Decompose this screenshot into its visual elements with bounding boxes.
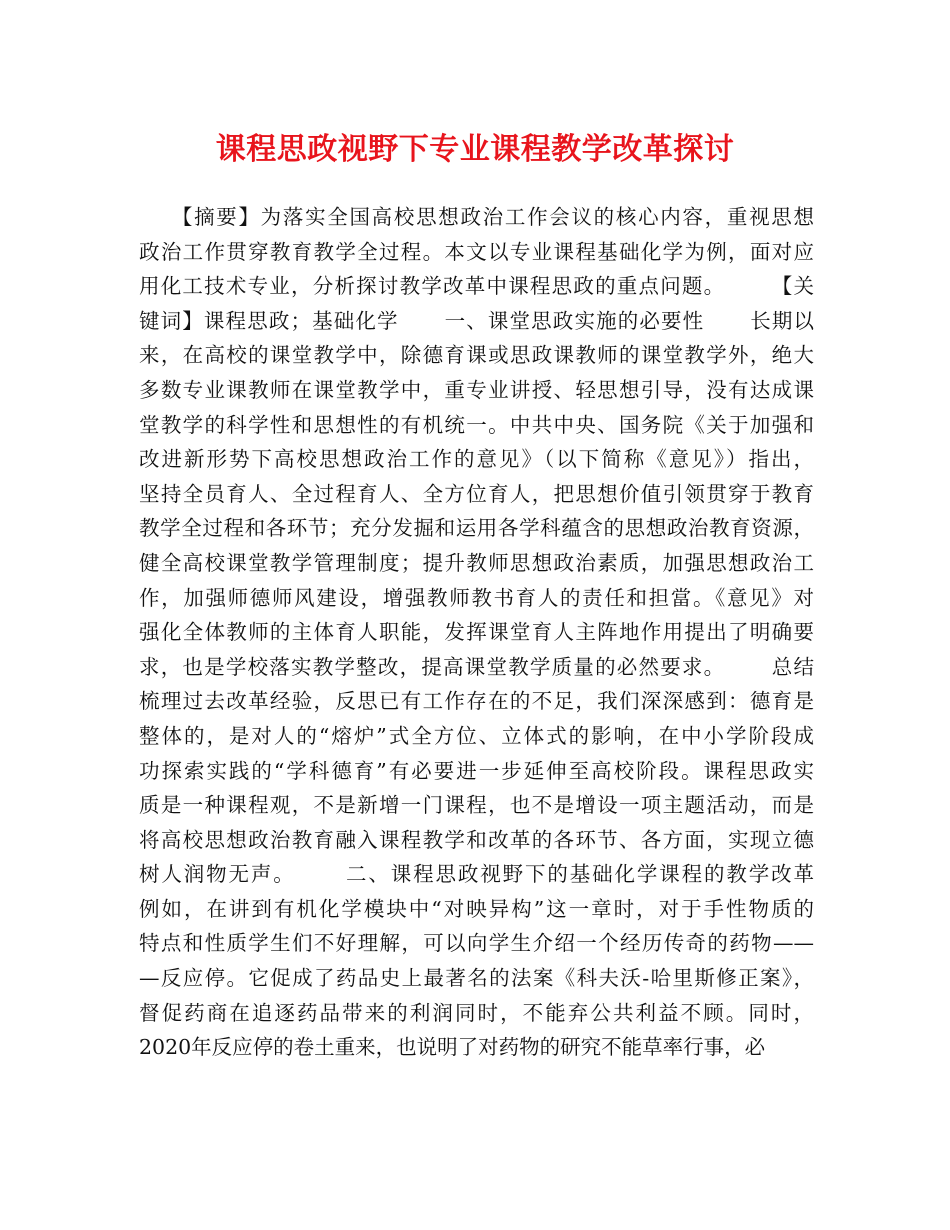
body-line: 例如，在讲到有机化学模块中“对映异构”这一章时，对于手性物质的 [139, 896, 814, 921]
body-line: 来，在高校的课堂教学中，除德育课或思政课教师的课堂教学外，绝大 [139, 343, 814, 368]
body-line: 梳理过去改革经验，反思已有工作存在的不足，我们深深感到：德育是 [139, 689, 814, 714]
body-line: 强化全体教师的主体育人职能，发挥课堂育人主阵地作用提出了明确要 [139, 620, 814, 645]
body-line: 堂教学的科学性和思想性的有机统一。中共中央、国务院《关于加强和 [139, 412, 814, 437]
body-line: 树人润物无声。 二、课程思政视野下的基础化学课程的教学改革 [139, 862, 814, 887]
body-line: 坚持全员育人、全过程育人、全方位育人，把思想价值引领贯穿于教育 [139, 481, 814, 506]
body-line: 改进新形势下高校思想政治工作的意见》（以下简称《意见》）指出， [139, 447, 814, 472]
body-line: 键词】课程思政；基础化学 一、课堂思政实施的必要性 长期以 [139, 308, 814, 333]
body-line: 质是一种课程观，不是新增一门课程，也不是增设一项主题活动，而是 [139, 793, 814, 818]
document-title: 课程思政视野下专业课程教学改革探讨 [215, 132, 735, 167]
body-line: 健全高校课堂教学管理制度；提升教师思想政治素质，加强思想政治工 [139, 550, 814, 575]
document-body [139, 200, 814, 1065]
body-line: 求，也是学校落实教学整改，提高课堂教学质量的必然要求。 总结 [139, 654, 814, 679]
body-line: 作，加强师德师风建设，增强教师教书育人的责任和担當。《意见》对 [139, 585, 814, 610]
body-line: 多数专业课教师在课堂教学中，重专业讲授、轻思想引导，没有达成课 [139, 377, 814, 402]
body-line: 【摘要】为落实全国高校思想政治工作会议的核心内容，重视思想 [139, 205, 814, 229]
body-line: 督促药商在追逐药品带来的利润同时，不能弃公共利益不顾。同时， [139, 1000, 814, 1025]
body-line: 用化工技术专业，分析探讨教学改革中课程思政的重点问题。 【关 [139, 274, 814, 299]
body-line: 2020年反应停的卷土重来，也说明了对药物的研究不能草率行事，必 [139, 1035, 766, 1060]
body-line: 将高校思想政治教育融入课程教学和改革的各环节、各方面，实现立德 [139, 827, 814, 852]
body-line: 功探索实践的“学科德育”有必要进一步延伸至高校阶段。课程思政实 [139, 758, 814, 783]
body-line: 教学全过程和各环节；充分发掘和运用各学科蕴含的思想政治教育资源， [139, 516, 814, 541]
body-line: 整体的，是对人的“熔炉”式全方位、立体式的影响，在中小学阶段成 [139, 723, 814, 748]
body-line: 特点和性质学生们不好理解，可以向学生介绍一个经历传奇的药物—— [139, 931, 814, 956]
body-line: —反应停。它促成了药品史上最著名的法案《科夫沃-哈里斯修正案》， [139, 966, 814, 991]
body-line: 政治工作贯穿教育教学全过程。本文以专业课程基础化学为例，面对应 [139, 239, 814, 264]
